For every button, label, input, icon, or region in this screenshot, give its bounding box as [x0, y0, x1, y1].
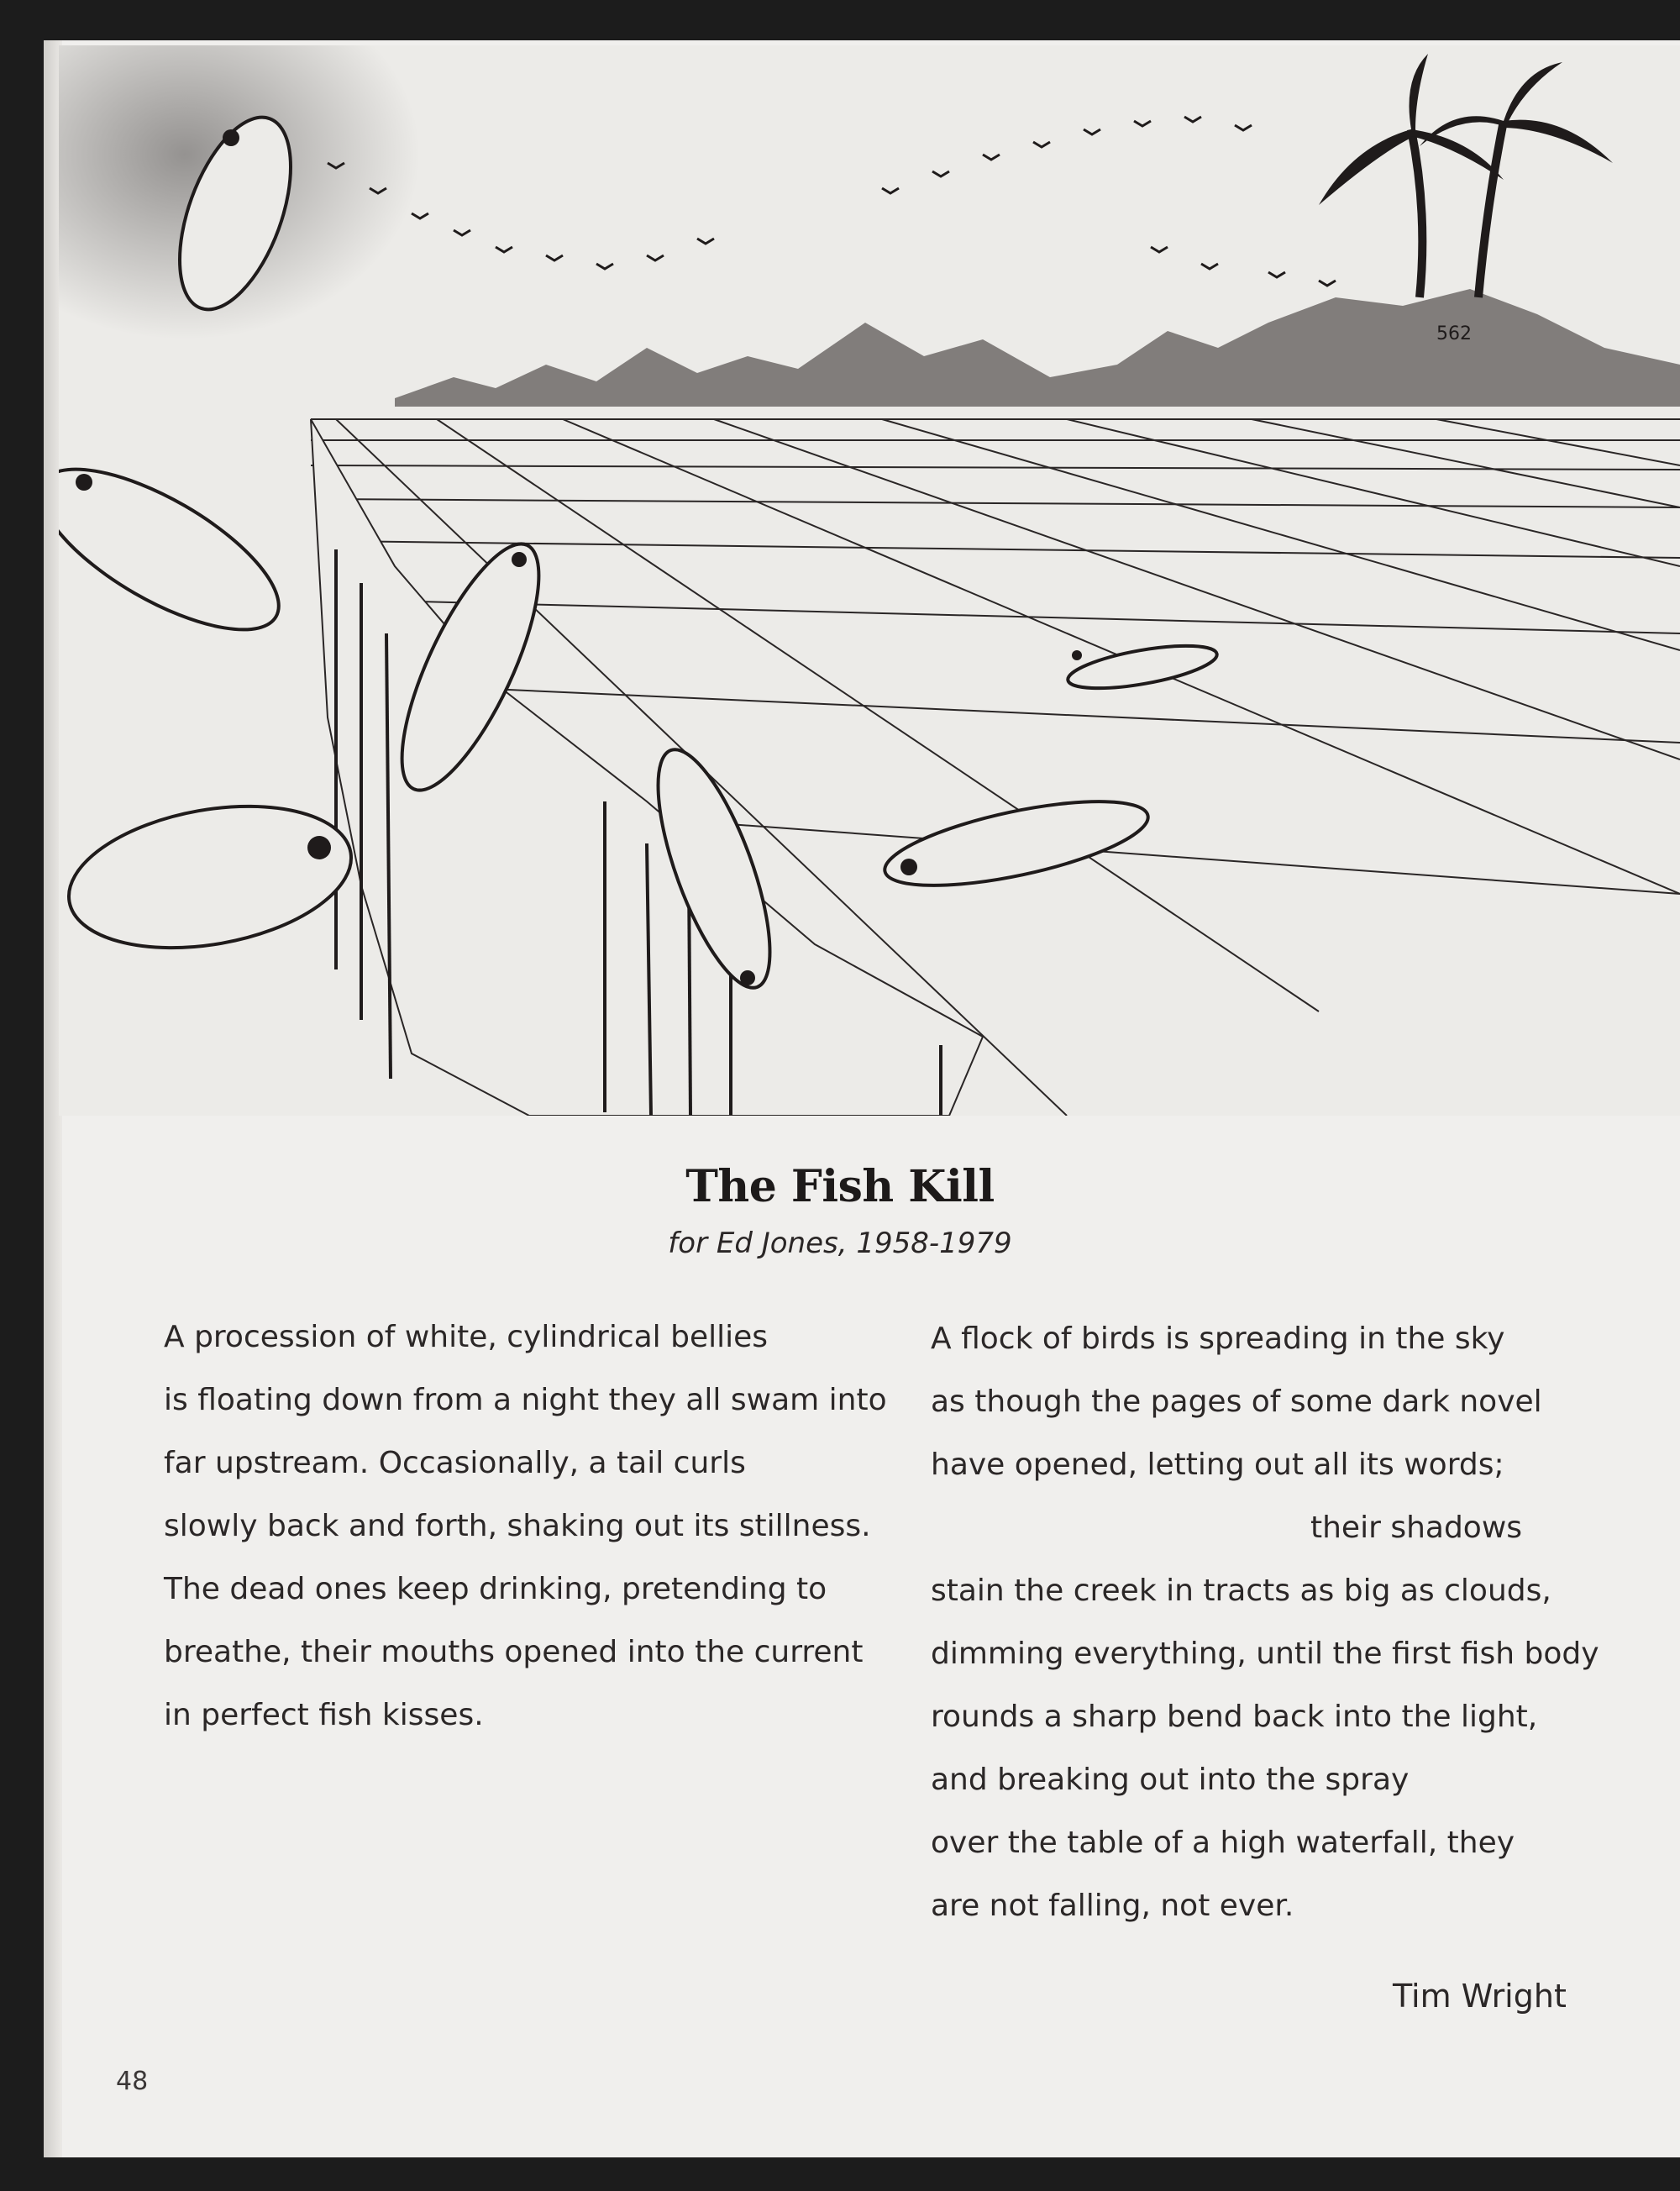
poem-line: their shadows: [1310, 1511, 1523, 1545]
poem-title: The Fish Kill: [685, 1161, 995, 1212]
poem-line: in perfect fish kisses.: [164, 1698, 484, 1732]
poem-line: and breaking out into the spray: [931, 1763, 1410, 1797]
fish-waterfall-illustration: [59, 45, 1680, 1116]
illustration-drawing-icon: [59, 45, 1680, 1116]
poem-stanza-left: [164, 1306, 887, 1747]
poem-line: The dead ones keep drinking, pretending to: [164, 1572, 827, 1606]
poem-line: are not falling, not ever.: [931, 1889, 1294, 1923]
poem-line: slowly back and forth, shaking out its stillness.: [164, 1509, 871, 1543]
poem-line: breathe, their mouths opened into the current: [164, 1635, 864, 1669]
poem-line: over the table of a high waterfall, they: [931, 1826, 1515, 1860]
illustration-signature: 562: [1436, 323, 1472, 344]
poem-dedication: for Ed Jones, 1958-1979: [668, 1227, 1012, 1260]
poem-author: Tim Wright: [1393, 1978, 1567, 2015]
poem-line: stain the creek in tracts as big as clouds,: [931, 1574, 1551, 1608]
page-number: 48: [116, 2067, 149, 2096]
poem-line: rounds a sharp bend back into the light,: [931, 1700, 1538, 1734]
poem-line: far upstream. Occasionally, a tail curls: [164, 1446, 746, 1480]
poem-line: is floating down from a night they all swam into: [164, 1383, 887, 1417]
poem-line: as though the pages of some dark novel: [931, 1384, 1542, 1419]
poem-line: dimming everything, until the first fish body: [931, 1637, 1599, 1671]
poem-line: A flock of birds is spreading in the sky: [931, 1321, 1505, 1356]
poem-line: A procession of white, cylindrical bellies: [164, 1320, 769, 1354]
poem-stanza-right: [931, 1307, 1599, 1937]
poem-line: have opened, letting out all its words;: [931, 1448, 1504, 1482]
